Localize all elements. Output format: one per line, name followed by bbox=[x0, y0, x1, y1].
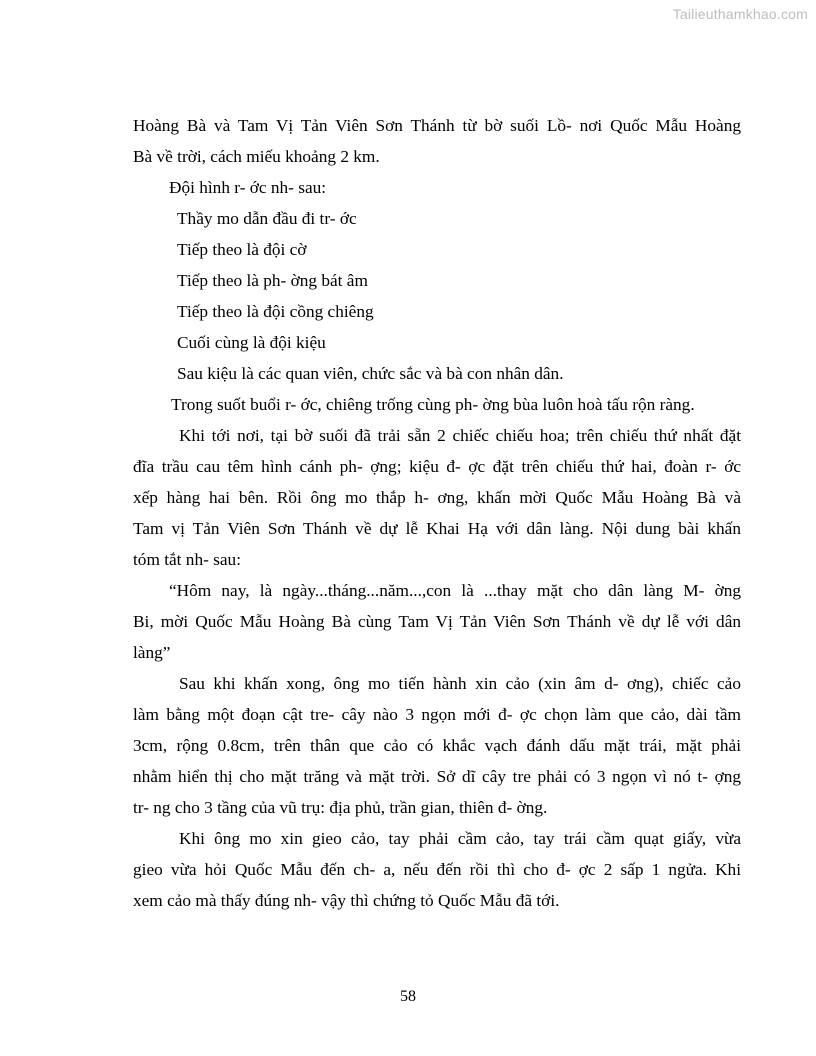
text-line: Sau khi khấn xong, ông mo tiến hành xin cảo (xin âm d- ơng), chiếc cảo bbox=[179, 674, 741, 693]
list-item: Tiếp theo là ph- ờng bát âm bbox=[177, 271, 368, 290]
text-line: tr- ng cho 3 tầng của vũ trụ: địa phủ, trần gian, thiên đ- ờng. bbox=[133, 798, 548, 817]
page-number: 58 bbox=[400, 988, 416, 1005]
text-line: gieo vừa hỏi Quốc Mẫu đến ch- a, nếu đến rồi thì cho đ- ợc 2 sấp 1 ngửa. Khi bbox=[133, 860, 741, 879]
list-item: Tiếp theo là đội cờ bbox=[177, 240, 307, 259]
text-line: tóm tắt nh- sau: bbox=[133, 550, 241, 569]
list-item: Cuối cùng là đội kiệu bbox=[177, 333, 326, 352]
text-line: xếp hàng hai bên. Rồi ông mo thắp h- ơng, khấn mời Quốc Mẫu Hoàng Bà và bbox=[133, 488, 741, 507]
quote-line: làng” bbox=[133, 643, 171, 662]
watermark: Tailieuthamkhao.com bbox=[672, 6, 808, 22]
quote-line: “Hôm nay, là ngày...tháng...năm...,con là ...thay mặt cho dân làng M- ờng bbox=[169, 581, 741, 600]
text-line: xem cảo mà thấy đúng nh- vậy thì chứng tỏ Quốc Mẫu đã tới. bbox=[133, 891, 560, 910]
list-item: Thầy mo dẫn đầu đi tr- ớc bbox=[177, 209, 357, 228]
text-line: Tam vị Tản Viên Sơn Thánh về dự lễ Khai Hạ với dân làng. Nội dung bài khấn bbox=[133, 519, 741, 538]
text-line: Bà về trời, cách miếu khoảng 2 km. bbox=[133, 147, 380, 166]
text-line: Sau kiệu là các quan viên, chức sắc và bà con nhân dân. bbox=[177, 364, 564, 383]
text-line: làm bằng một đoạn cật tre- cây nào 3 ngọn mới đ- ợc chọn làm que cảo, dài tầm bbox=[133, 705, 741, 724]
text-line: Khi ông mo xin gieo cảo, tay phải cầm cảo, tay trái cầm quạt giấy, vừa bbox=[179, 829, 741, 848]
quote-line: Bi, mời Quốc Mẫu Hoàng Bà cùng Tam Vị Tản Viên Sơn Thánh về dự lễ với dân bbox=[133, 612, 741, 631]
text-line: Hoàng Bà và Tam Vị Tản Viên Sơn Thánh từ bờ suối Lồ- nơi Quốc Mẫu Hoàng bbox=[133, 116, 741, 135]
text-line: Đội hình r- ớc nh- sau: bbox=[169, 178, 327, 197]
text-line: Khi tới nơi, tại bờ suối đã trải sẵn 2 chiếc chiếu hoa; trên chiếu thứ nhất đặt bbox=[179, 426, 741, 445]
text-line: 3cm, rộng 0.8cm, trên thân que cảo có khắc vạch đánh dấu mặt trái, mặt phải bbox=[133, 736, 741, 755]
text-line: nhằm hiển thị cho mặt trăng và mặt trời. Sở dĩ cây tre phải có 3 ngọn vì nó t- ợng bbox=[133, 767, 741, 786]
text-line: Trong suốt buổi r- ớc, chiêng trống cùng ph- ờng bùa luôn hoà tấu rộn ràng. bbox=[171, 395, 695, 414]
text-line: đĩa trầu cau têm hình cánh ph- ợng; kiệu đ- ợc đặt trên chiếu thứ hai, đoàn r- ớc bbox=[133, 457, 741, 476]
list-item: Tiếp theo là đội cồng chiêng bbox=[177, 302, 374, 321]
document-body bbox=[133, 110, 741, 916]
